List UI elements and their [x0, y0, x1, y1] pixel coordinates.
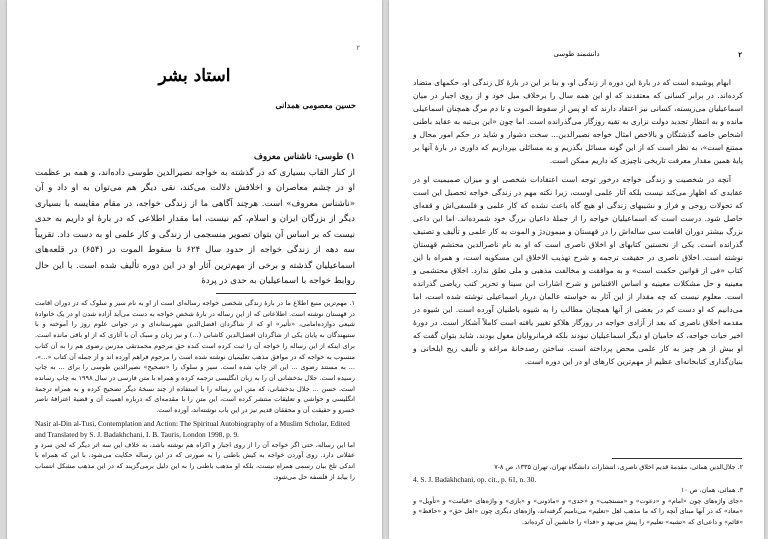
page-ornament: ۲	[356, 44, 360, 52]
footnote-latin-citation: 4. S. J. Badakhchani, op. cit., p. 61, n. 30.	[413, 475, 537, 485]
left-page	[7, 0, 382, 539]
footnote-text: ۱. مهم‌ترین منبع اطلاع ما در بارهٔ زندگی شخصی خواجه رساله‌ای است از او به نام سیر و سلوک که در دوران اقامت در قهستان نوشته است. اطلاعاتی که از این رساله در بارهٔ شخص خواجه به دست می‌آید آزاده شدن او در یک خانوادهٔ شیعی دوازده‌امامی، «تأثیر» او که از شاگردان افضل‌الدین شهرستانه‌ای و در جوانی علوم روز را آموخته و با ستیهندگان به پایان یکی از شاگردان افضل‌الدین کاشانی (...) و نیز زبان و سبک آن با آثاری که از او باقی مانده است. برای اینکه از این رساله را خواجه آن را ثبت کرده است کنده حق مرحوم محمدتقی مدرس رضوی هم را به آن کتاب منسوب به خواجه که در موافق مذهب تعلیمیان نوشته شده است را مرحوم فراهم آورده اند و از جمله آن کتاب «...»، ... به مستند رضوی ... این اثر چاپ شده است. سیر و سلوک را «تصحیح» نصیرالدین طوسی را برای ... به چاپ رسیده است. جلال بدخشانی آن را به زبان انگلیسی ترجمه کرده و همراه با متن فارسی در سال ۱۹۹۸ به چاپ رسانده است. حسن ... جلال بدخشانی، که متن این رساله را با استفاده از چند نسخهٔ دیگر تصحیح کرده و به همراه ترجمهٔ انگلیسی و حواشی و تعلیقات منتشر کرده است، این متن را با مقدمه‌ای که درباره اهمیت آن و قضیهٔ اعترافهٔ ناصر خسرو و حقیقت آن و محققان قدیم نیز در این باب نوشته‌اند، آورده است.	[35, 299, 355, 415]
footnote-text: «جای واژه‌های چون «امام» و «دعوت» و «مستجیب» و «حدی» و «ماذونی» و «بازی» و واژه‌های «قیامت» و «تأویل» و «معاد» که در آنها مبنای آنچه را که ما مذهب اهل «تعلیم» می‌نامیم گرفته‌اند، واژه‌های دیگری چون «اهل حق» و «حافظ» و «قائم» و داعی‌ای که «تشبه» تعلیم» را پیش می‌نهد و «فدا» را جانشین آن کرده‌اند.	[413, 496, 743, 526]
paragraph: آنچه در شخصیت و زندگی خواجه درخور توجه است اعتقادات شخصی او و میزان صمیمیت او در عقایدی که اظهار می‌کند نیست بلکه آثار علمی اوست، زیرا نکته مهم در زندگی خواجه تحصیل این است که تحولات روحی و فراز و نشیبهای زندگی او هیچ گاه باعث نشده که کار علمی و فلسفی‌اش و قفه‌ای حاصل شود. درست است که اسماعیلیان خواجه را از جملهٔ داعیان بزرگ خود شمرده‌اند. اما این داعی بزرگ بیشتر دوران اقامت سی ساله‌اش را در قهستان و میمون‌دژ و الموت به کار علمی و تألیف و تصنیف گذرانده است. یکی از نخستین کتابهای او اخلاق ناصری است که او به نام ناصرالدین محتشم قهستان نوشته است. اخلاق ناصری در حقیقت ترجمه و شرح تهذیب الاخلاق ابن مسکویه است، و همراه با این کتاب «فی از قوانین حکمت است» و به موافقت و مخالفت مذهبی و ملی تعلق ندارد. اخلاق محتشمی و معینیه و حل مشکلات معینیه و اساس الاقتباس و شرح اشارات ابن سینا و تحریر کتب ریاضی گذرانده است. معلوم نیست که چه مقدار از این آثار به خواسته عالمان دربار اسماعیلی نوشته شده است، اما می‌دانیم که او دست کم در بعضی از آنها همچنان مطالب را به شیوه باطنیان آورده است. این شیوه در مقدمه اخلاق ناصری که بعد از آزادی خواجه در روزگار هلاکو تغییر یافته است کاملاً آشکار است. در دورهٔ اخیر حیات خواجه، که حامیان او دیگر اسماعیلیان نبودند بلکه فرمانروایان مغول بودند، شاید بتوان گفت که او بیش از هر چیز به کار علمی محض پرداخته است. ساختن رصدخانهٔ مراغه و تألیف زیج ایلخانی و بنیان‌گذاری کتابخانه‌ای عظیم از مهم‌ترین کارهای او در این دوره است.	[413, 175, 743, 366]
left-body-text: از کنار القاب بسیاری که در گذشته به خواجه نصیرالدین طوسی داده‌اند، و همه بر عظمت او در چشم معاصران و اخلافش دلالت می‌کند، نقی دیگر هم می‌توان به او داد و آن «ناشناس معروف» است. هرچند آگاهی ما از زندگی خواجه، در مقام مقایسه با بسیاری دیگر از بزرگان ایران و اسلام، کم نیست، اما مقدار اطلاعی که در بارهٔ او داریم به حدی نیست که بر اساس آن بتوان تصویر منسجمی از زندگی و کار علمی او به دست داد. تقریباً سه دهه از زندگی خواجه از حدود سال ۶۲۴ تا سقوط الموت در (۶۵۴) در قلعه‌های اسماعیلیان گذشته و برخی از مهم‌ترین آثار او در این دوره تألیف شده است. با این حال روابط خواجه با اسماعیلیان به حدی در پردهٔ	[35, 167, 356, 286]
paragraph: ابهام پوشیده است که در بارهٔ این دوره از زندگی او، و بنا بر این در بارهٔ کل زندگی او، حکمهای متضاد کرده‌اند. در برابر کسانی که معتقدند که او این همه سال را برخلاف میل خود و از روی اجبار در میان اسماعیلیان می‌زیسته، کسانی نیز اعتقاد دارند که او پس از سقوط الموت و تا دم مرگ همچنان اسماعیلی مانده و به انتظار تجدید دولت نزاری به تقیه روزگار می‌گذرانده است. اما چون «این بی‌تبه به عقاید باطنی اشخاص خاصه گذشتگان و بالاخص امثال خواجه نصیرالدین... سخت دشوار و شاید در حکم امور محال و ممتنع است»، به نظر است که از این گونه مسائل بگذریم و به مسائلی بپردازیم که داوری در بارهٔ آنها بر پایهٔ همین مقدار معرفت تاریخی ناچیزی که داریم ممکن است.	[413, 78, 744, 165]
chapter-title: استاد بشر	[158, 66, 231, 86]
left-footnotes	[35, 298, 355, 483]
right-body	[413, 76, 743, 374]
footnote-text: ۳. همائی، همان، ص ۱۰	[680, 486, 743, 495]
running-title: دانشمند طوسی	[553, 50, 600, 58]
footnote-text: ۲. جلال‌الدین همائی، مقدمهٔ قدیم اخلاق ناصری، انتشارات دانشگاه تهران، تهران ۱۳۳۵، ص ۸-۷	[494, 463, 743, 471]
footnote-text-2: اما این رساله، حتی اگر خواجه آن را از روی اجبار و اکراه هم نوشته باشد، به خلاف این سه اثر دیگر که لحن سرد و عقلانی دارد. روی آوردن خواجه به کیش باطنی را به صورتی که در این رساله حکایت می‌شود، با این که همراه با اندکی تلخ بیان رسمی همراه نیست، بلکه او مذهب باطنی را به این دلیل برمی‌گزیند که در این مذهب مشکل انتساب را بیابد از فلسفه حل می‌شود.	[35, 440, 355, 481]
section-heading: ۱) طوسی: ناشناس معروف	[254, 152, 355, 162]
right-page	[389, 0, 764, 539]
footnote-separator	[612, 458, 742, 459]
right-footnotes	[413, 462, 743, 527]
footnote-latin-citation: Nasir al-Din al-Tusi, Contemplation and Action: The Spiritual Autobiography of a Muslim Scholar, Edited and Translated by S. J. Badakhchani, I. B. Tauris, London 1998, p. 9.	[35, 418, 350, 439]
page-number: ۲	[738, 50, 742, 59]
footnote-separator	[216, 293, 356, 294]
author-name: حسین معصومی همدانی	[275, 100, 356, 110]
left-body	[35, 150, 355, 290]
